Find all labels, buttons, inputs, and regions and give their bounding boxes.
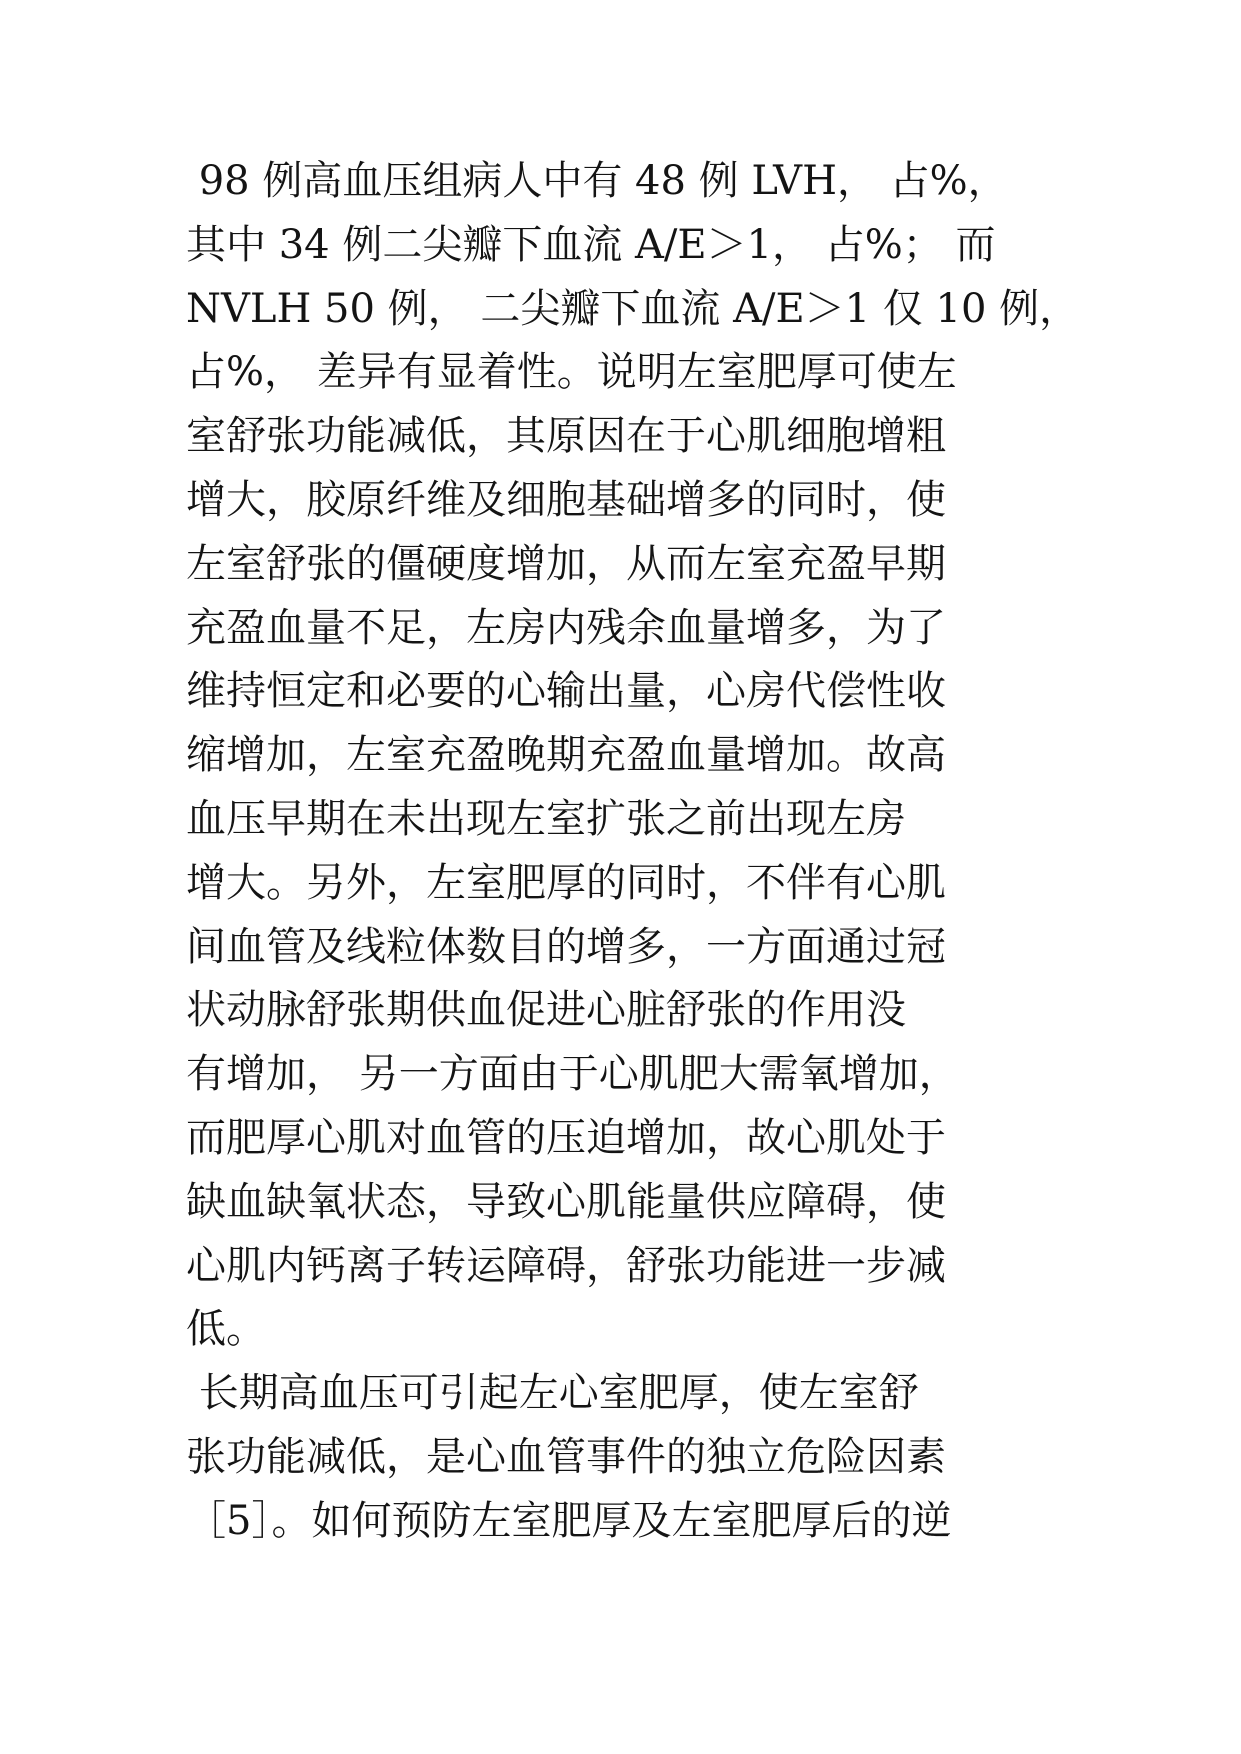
text-line: NVLH 50 例， 二尖瓣下血流 A/E＞1 仅 10 例， <box>186 285 1080 332</box>
text-line: 长期高血压可引起左心室肥厚，使左室舒 <box>186 1370 919 1417</box>
text-line: 缩增加，左室充盈晚期充盈血量增加。故高 <box>186 732 946 779</box>
text-line: 张功能减低，是心血管事件的独立危险因素 <box>186 1433 946 1480</box>
text-line: 左室舒张的僵硬度增加，从而左室充盈早期 <box>186 540 946 587</box>
text-line: 98 例高血压组病人中有 48 例 LVH， 占%， <box>186 158 1008 204</box>
text-line: 低。 <box>186 1306 266 1353</box>
text-line: 占%， 差异有显着性。说明左室肥厚可使左 <box>186 349 957 396</box>
text-line: 增大，胶原纤维及细胞基础增多的同时，使 <box>186 476 946 523</box>
text-line: 间血管及线粒体数目的增多，一方面通过冠 <box>186 923 946 970</box>
text-line: 充盈血量不足，左房内残余血量增多，为了 <box>186 604 946 651</box>
text-line: ［5］。如何预防左室肥厚及左室肥厚后的逆 <box>186 1497 952 1544</box>
body-text <box>186 150 1086 1554</box>
text-line: 而肥厚心肌对血管的压迫增加，故心肌处于 <box>186 1114 946 1161</box>
text-line: 室舒张功能减低，其原因在于心肌细胞增粗 <box>186 413 946 460</box>
text-line: 维持恒定和必要的心输出量，心房代偿性收 <box>186 668 946 715</box>
text-line: 其中 34 例二尖瓣下血流 A/E＞1， 占%； 而 <box>186 221 996 268</box>
text-line: 有增加， 另一方面由于心肌肥大需氧增加， <box>186 1051 959 1098</box>
text-line: 心肌内钙离子转运障碍，舒张功能进一步减 <box>186 1242 946 1289</box>
text-line: 状动脉舒张期供血促进心脏舒张的作用没 <box>186 987 906 1034</box>
text-line: 血压早期在未出现左室扩张之前出现左房 <box>186 795 906 842</box>
text-line: 缺血缺氧状态，导致心肌能量供应障碍，使 <box>186 1178 946 1225</box>
text-line: 增大。另外，左室肥厚的同时，不伴有心肌 <box>186 859 946 906</box>
